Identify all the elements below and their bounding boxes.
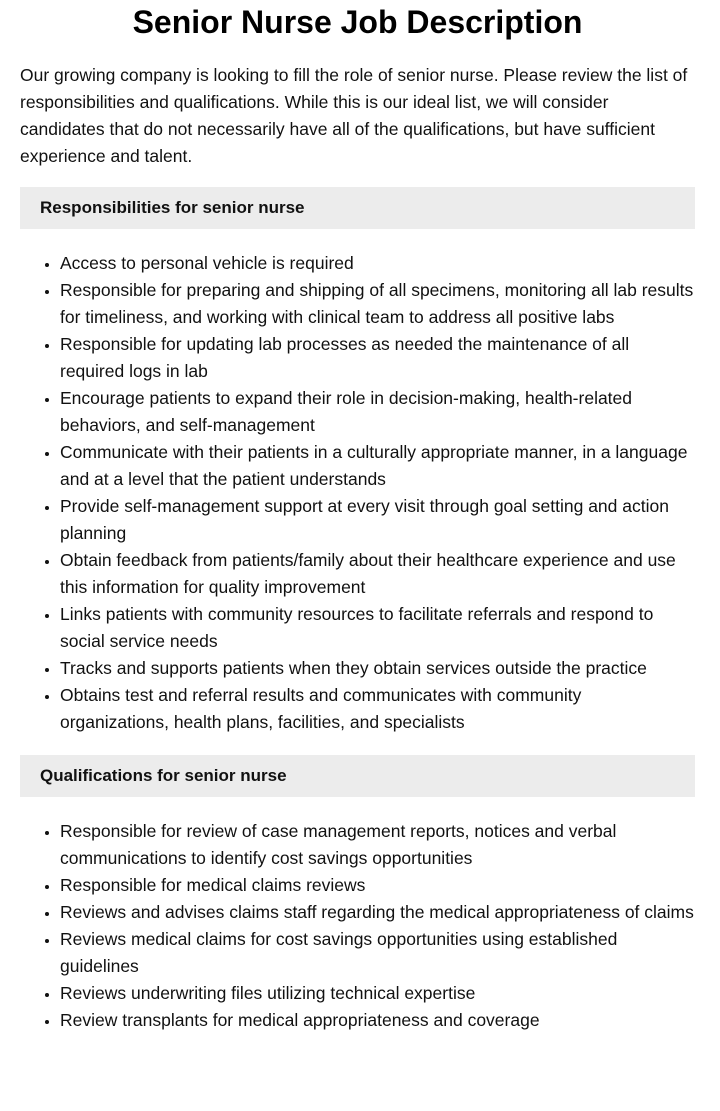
list-item: • Obtain feedback from patients/family about their healthcare experience and use this information for quality improvement — [60, 547, 695, 601]
list-item: • Tracks and supports patients when they obtain services outside the practice — [60, 655, 695, 682]
list-item: • Obtains test and referral results and communicates with community organizations, health plans, facilities, and specialists — [60, 682, 695, 736]
list-item: • Reviews underwriting files utilizing technical expertise — [60, 980, 695, 1007]
responsibilities-heading: Responsibilities for senior nurse — [20, 187, 695, 229]
list-item: • Review transplants for medical appropriateness and coverage — [60, 1007, 695, 1034]
responsibilities-list — [20, 250, 695, 736]
list-item: • Links patients with community resources to facilitate referrals and respond to social service needs — [60, 601, 695, 655]
page-title: Senior Nurse Job Description — [132, 4, 583, 40]
list-item: • Responsible for review of case management reports, notices and verbal communications to identify cost savings opportunities — [60, 818, 695, 872]
list-item: • Communicate with their patients in a culturally appropriate manner, in a language and at a level that the patient understands — [60, 439, 695, 493]
list-item: • Responsible for medical claims reviews — [60, 872, 695, 899]
intro-paragraph: Our growing company is looking to fill the role of senior nurse. Please review the list of responsibilities and qualifications. While this is our ideal list, we will consider candidates that do not necessarily have all of the qualifications, but have sufficient experience and talent. — [20, 65, 688, 166]
list-item: • Responsible for updating lab processes as needed the maintenance of all required logs in lab — [60, 331, 695, 385]
list-item: • Reviews and advises claims staff regarding the medical appropriateness of claims — [60, 899, 695, 926]
list-item: • Reviews medical claims for cost savings opportunities using established guidelines — [60, 926, 695, 980]
list-item: • Access to personal vehicle is required — [60, 250, 695, 277]
list-item: • Provide self-management support at every visit through goal setting and action planning — [60, 493, 695, 547]
qualifications-heading: Qualifications for senior nurse — [20, 755, 695, 797]
qualifications-list — [20, 818, 695, 1034]
list-item: • Responsible for preparing and shipping of all specimens, monitoring all lab results for timeliness, and working with clinical team to address all positive labs — [60, 277, 695, 331]
list-item: • Encourage patients to expand their role in decision-making, health-related behaviors, and self-management — [60, 385, 695, 439]
